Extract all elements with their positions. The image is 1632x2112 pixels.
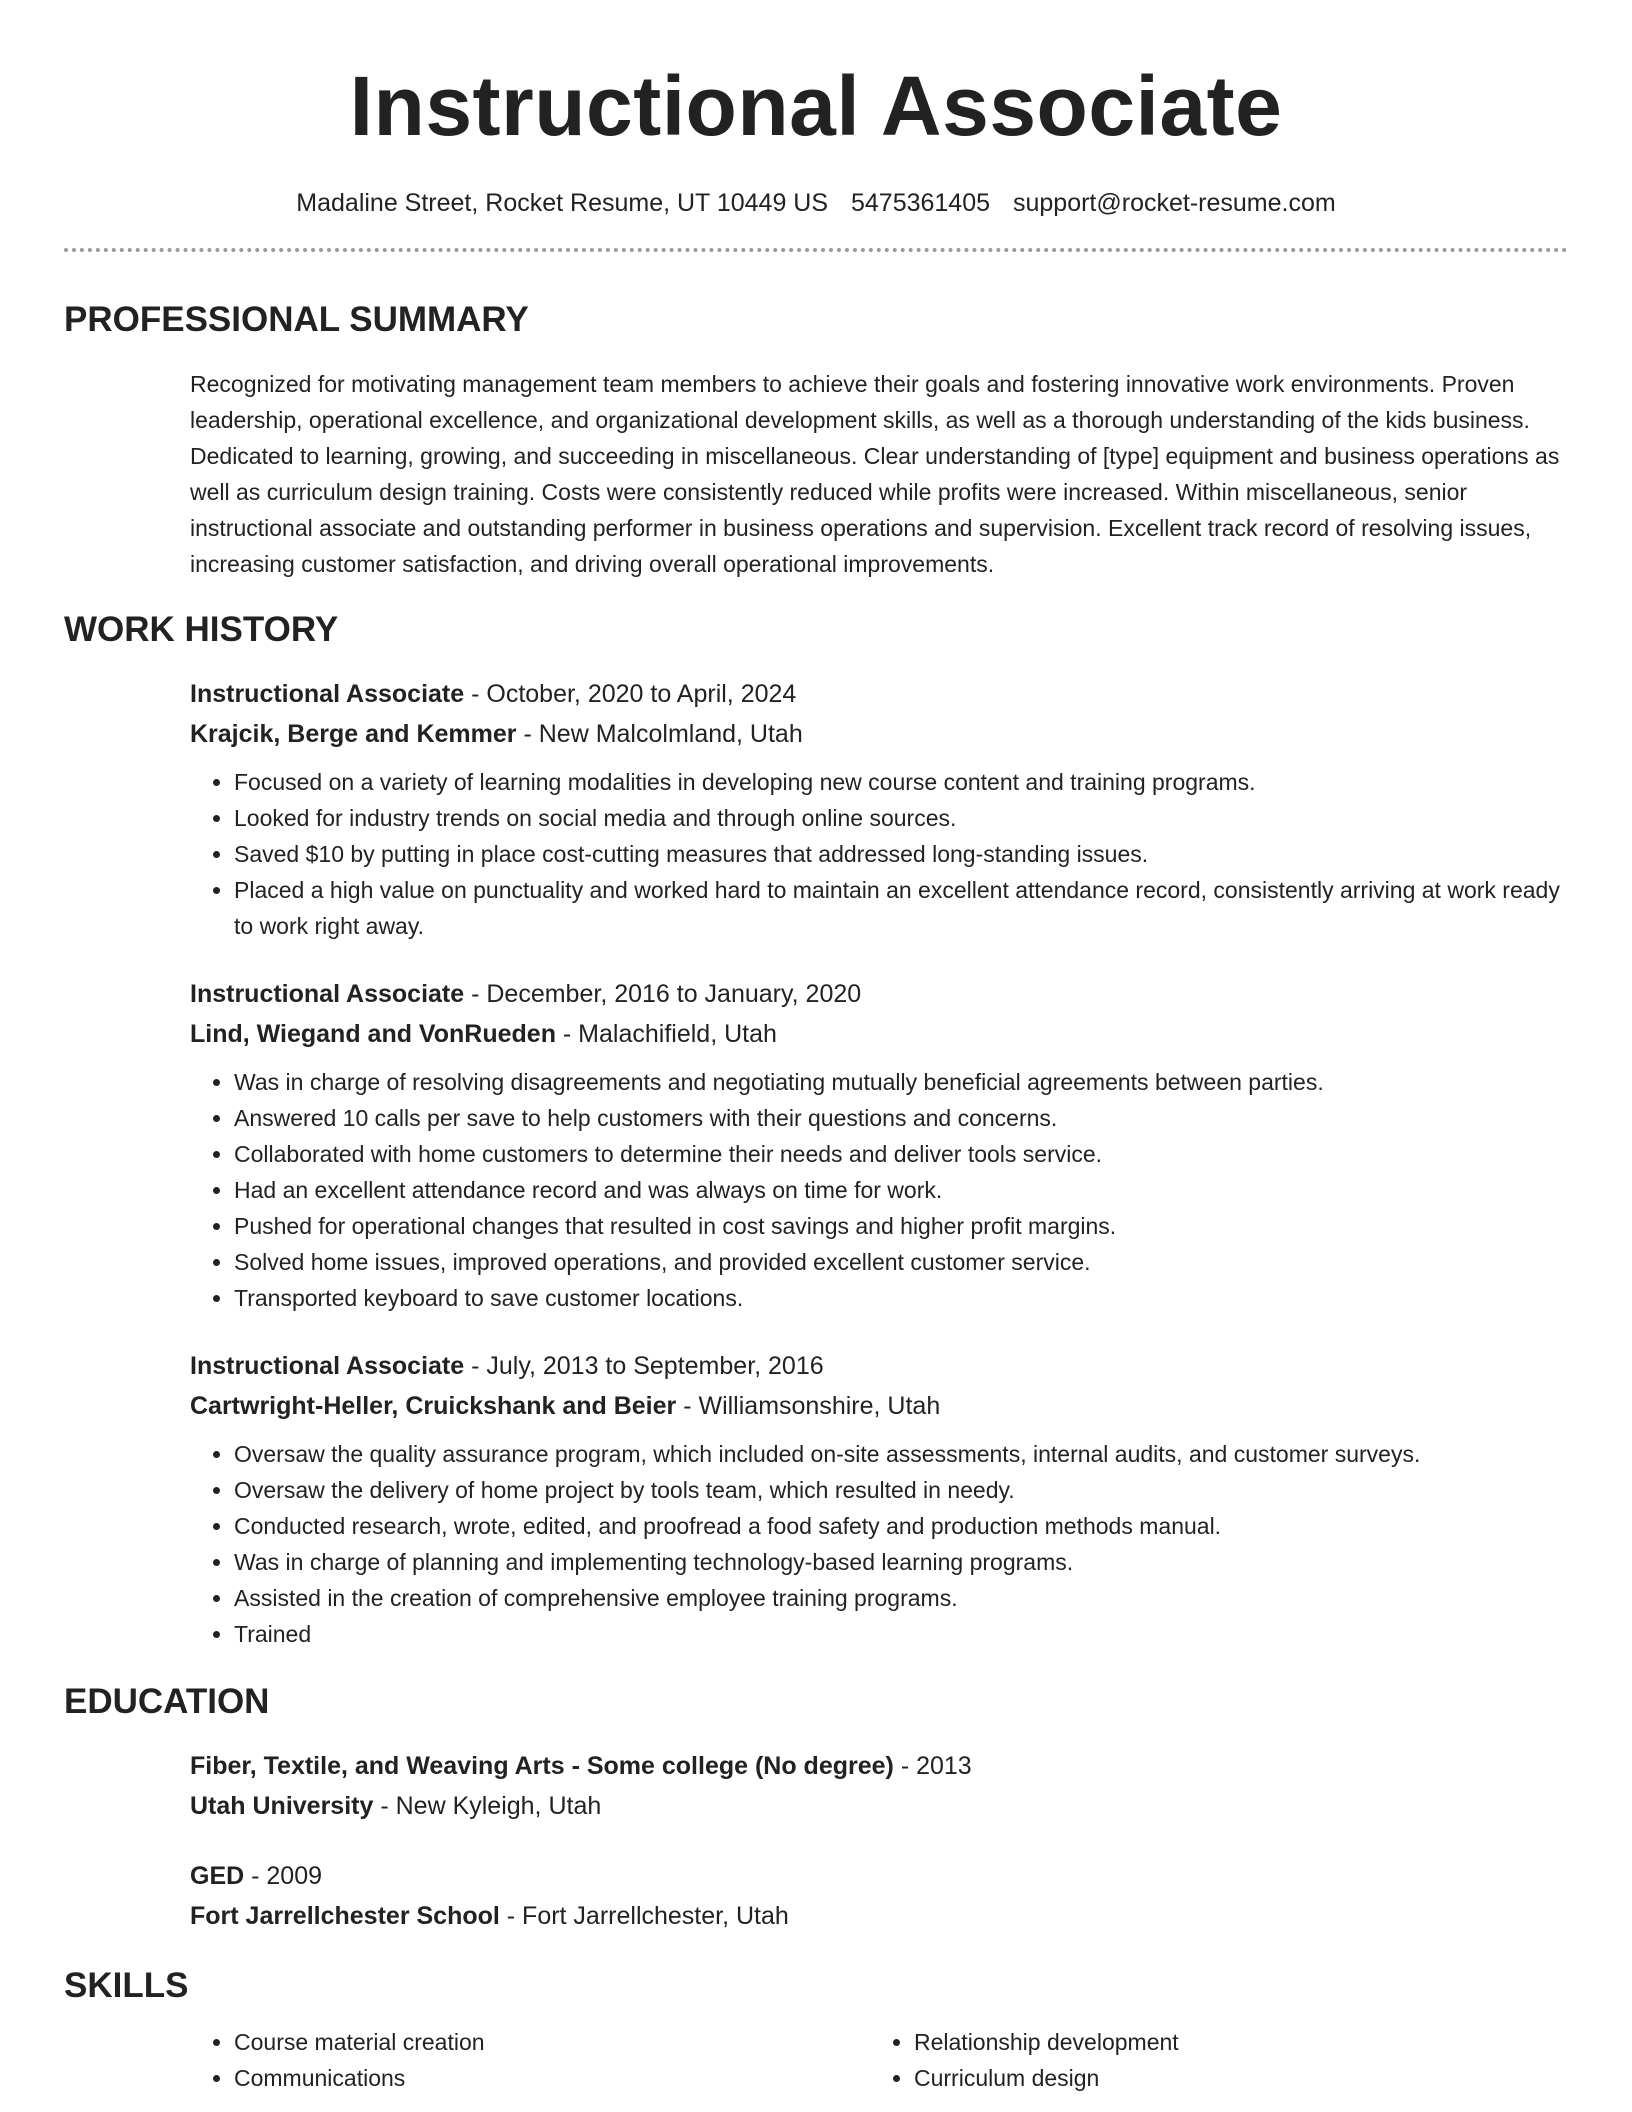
job-entry bbox=[190, 674, 1568, 944]
education-school: Fort Jarrellchester School bbox=[190, 1902, 500, 1930]
job-bullets bbox=[190, 764, 1568, 944]
education-school-line bbox=[190, 1896, 1568, 1936]
education-entry bbox=[190, 1746, 1568, 1826]
education-school-line bbox=[190, 1786, 1568, 1826]
education-location: - New Kyleigh, Utah bbox=[373, 1792, 602, 1820]
header-divider bbox=[64, 248, 1568, 252]
education-degree-line bbox=[190, 1856, 1568, 1896]
job-bullet: • Collaborated with home customers to determine their needs and deliver tools service. bbox=[234, 1136, 1568, 1172]
job-bullets bbox=[190, 1064, 1568, 1316]
job-company-line bbox=[190, 714, 1568, 754]
skill-item: • Communications bbox=[234, 2060, 870, 2096]
job-bullet: • Conducted research, wrote, edited, and proofread a food safety and production methods manual. bbox=[234, 1508, 1568, 1544]
job-company-line bbox=[190, 1386, 1568, 1426]
job-bullet: • Trained bbox=[234, 1616, 1568, 1652]
job-bullet: • Pushed for operational changes that resulted in cost savings and higher profit margins. bbox=[234, 1208, 1568, 1244]
job-company: Lind, Wiegand and VonRueden bbox=[190, 1020, 556, 1048]
resume-name: Instructional Associate bbox=[349, 59, 1283, 153]
skills-column-left bbox=[190, 2024, 870, 2096]
education-entry bbox=[190, 1856, 1568, 1936]
job-role: Instructional Associate bbox=[190, 680, 465, 708]
job-role: Instructional Associate bbox=[190, 980, 465, 1008]
skills-heading: SKILLS bbox=[64, 1966, 189, 2005]
contact-email: support@rocket-resume.com bbox=[1012, 189, 1336, 217]
summary-heading: PROFESSIONAL SUMMARY bbox=[64, 300, 529, 339]
job-bullet: • Transported keyboard to save customer locations. bbox=[234, 1280, 1568, 1316]
job-location: - Malachifield, Utah bbox=[555, 1020, 777, 1048]
education-degree-line bbox=[190, 1746, 1568, 1786]
job-bullets bbox=[190, 1436, 1568, 1652]
summary-text: Recognized for motivating management team members to achieve their goals and fostering innovative work environments. Proven leadership, operational excellence, and organizational development skills, as well as a thorough understanding of the kids business. Dedicated to learning, growing, and succeeding in miscellaneous. Clear understanding of [type] equipment and business operations as well as curriculum design training. Costs were consistently reduced while profits were increased. Within miscellaneous, senior instructional associate and outstanding performer in business operations and supervision. Excellent track record of resolving issues, increasing customer satisfaction, and driving overall operational improvements. bbox=[190, 371, 1560, 577]
job-bullet: • Focused on a variety of learning modalities in developing new course content and training programs. bbox=[234, 764, 1568, 800]
job-bullet: • Answered 10 calls per save to help customers with their questions and concerns. bbox=[234, 1100, 1568, 1136]
skill-item: • Curriculum design bbox=[914, 2060, 1568, 2096]
contact-line bbox=[64, 187, 1568, 219]
job-bullet: • Solved home issues, improved operations, and provided excellent customer service. bbox=[234, 1244, 1568, 1280]
education-location: - Fort Jarrellchester, Utah bbox=[499, 1902, 789, 1930]
job-company-line bbox=[190, 1014, 1568, 1054]
skill-item: • Course material creation bbox=[234, 2024, 870, 2060]
education-year: - 2009 bbox=[244, 1862, 323, 1890]
job-title-line bbox=[190, 974, 1568, 1014]
job-title-line bbox=[190, 674, 1568, 714]
job-dates: - July, 2013 to September, 2016 bbox=[464, 1352, 824, 1380]
contact-phone: 5475361405 bbox=[850, 189, 991, 217]
job-title-line bbox=[190, 1346, 1568, 1386]
job-entry bbox=[190, 974, 1568, 1316]
job-bullet: • Had an excellent attendance record and was always on time for work. bbox=[234, 1172, 1568, 1208]
education-degree: Fiber, Textile, and Weaving Arts - Some college (No degree) bbox=[190, 1752, 894, 1780]
job-bullet: • Oversaw the quality assurance program, which included on-site assessments, internal audits, and customer surveys. bbox=[234, 1436, 1568, 1472]
job-role: Instructional Associate bbox=[190, 1352, 465, 1380]
job-company: Cartwright-Heller, Cruickshank and Beier bbox=[190, 1392, 677, 1420]
education-year: - 2013 bbox=[893, 1752, 972, 1780]
job-bullet: • Assisted in the creation of comprehensive employee training programs. bbox=[234, 1580, 1568, 1616]
skills-column-right bbox=[870, 2024, 1568, 2096]
contact-address: Madaline Street, Rocket Resume, UT 10449 US bbox=[296, 189, 829, 217]
job-company: Krajcik, Berge and Kemmer bbox=[190, 720, 517, 748]
job-entry bbox=[190, 1346, 1568, 1652]
job-bullet: • Looked for industry trends on social media and through online sources. bbox=[234, 800, 1568, 836]
job-bullet: • Placed a high value on punctuality and worked hard to maintain an excellent attendance record, consistently arriving at work ready to work right away. bbox=[234, 872, 1568, 944]
job-bullet: • Was in charge of resolving disagreements and negotiating mutually beneficial agreements between parties. bbox=[234, 1064, 1568, 1100]
skill-item: • Relationship development bbox=[914, 2024, 1568, 2060]
job-dates: - October, 2020 to April, 2024 bbox=[464, 680, 797, 708]
skills-list bbox=[190, 2024, 1568, 2096]
job-location: - New Malcolmland, Utah bbox=[516, 720, 803, 748]
job-bullet: • Saved $10 by putting in place cost-cutting measures that addressed long-standing issues. bbox=[234, 836, 1568, 872]
job-dates: - December, 2016 to January, 2020 bbox=[464, 980, 862, 1008]
work-history-heading: WORK HISTORY bbox=[64, 610, 339, 649]
job-location: - Williamsonshire, Utah bbox=[676, 1392, 941, 1420]
job-bullet: • Was in charge of planning and implementing technology-based learning programs. bbox=[234, 1544, 1568, 1580]
job-bullet: • Oversaw the delivery of home project by tools team, which resulted in needy. bbox=[234, 1472, 1568, 1508]
education-heading: EDUCATION bbox=[64, 1682, 270, 1721]
education-degree: GED bbox=[190, 1862, 245, 1890]
education-school: Utah University bbox=[190, 1792, 374, 1820]
